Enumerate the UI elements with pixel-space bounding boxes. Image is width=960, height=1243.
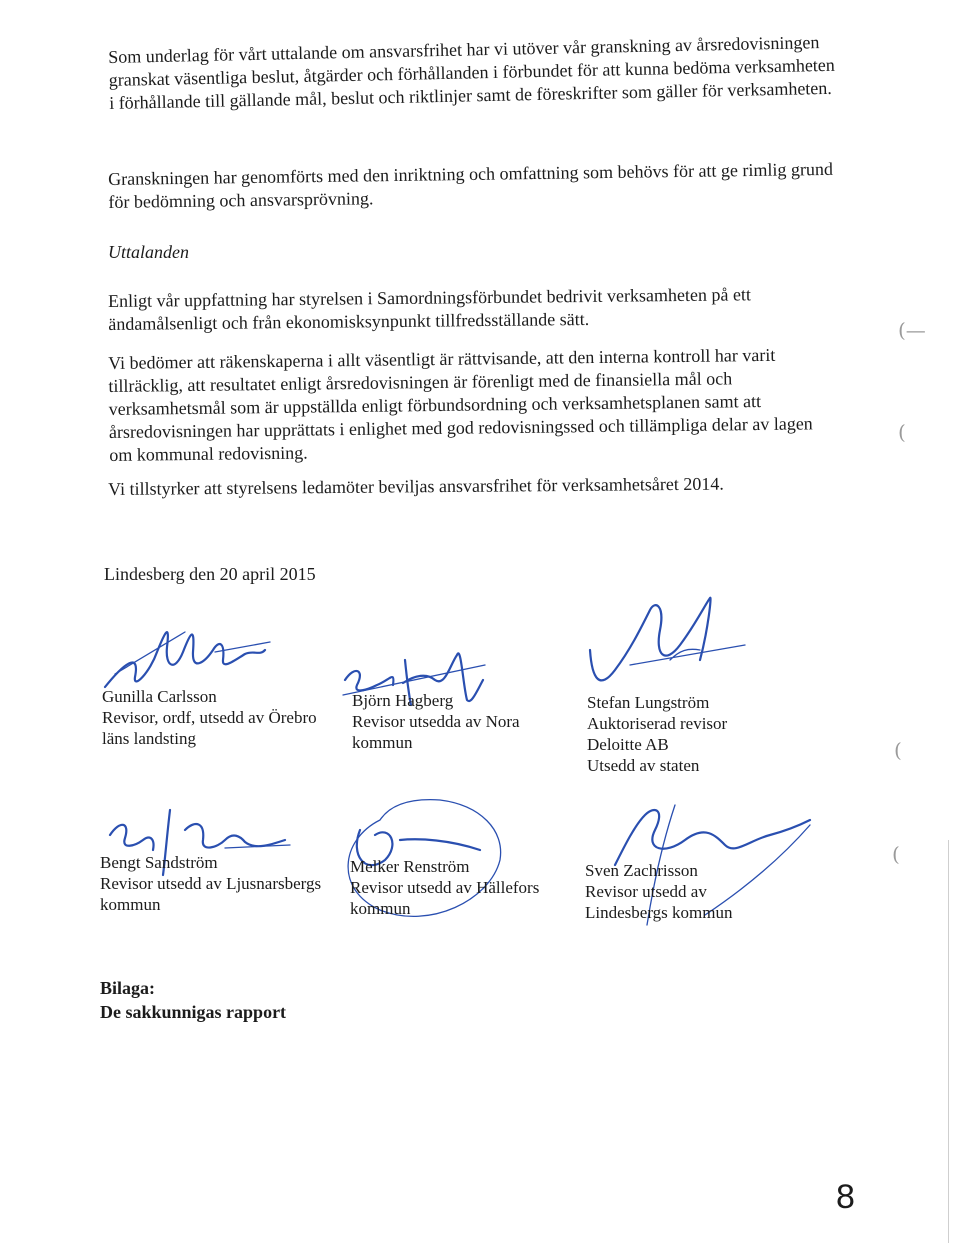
signatory-role: Revisor utsedd av <box>585 882 707 901</box>
signatory-role: Revisor, ordf, utsedd av Örebro <box>102 708 317 727</box>
signatory-block <box>352 690 520 753</box>
signatory-role: Lindesbergs kommun <box>585 903 733 922</box>
appendix-title: De sakkunnigas rapport <box>100 1002 287 1022</box>
page-number: 8 <box>836 1178 855 1216</box>
signature-scribble-lungstrom <box>570 590 750 700</box>
margin-bracket-mark: (— <box>898 318 926 342</box>
section-heading: Uttalanden <box>108 242 189 262</box>
signatory-role: Deloitte AB <box>587 735 669 754</box>
paragraph-opinion-accounts: Vi bedömer att räkenskaperna i allt väsentligt är rättvisande, att den interna kontroll har varit tillräcklig, att resultatet enligt årsredovisningen är förenligt med de finansiella mål och verksamhetsmål som är uppställda enligt förbundsordning och verksamhetsplanen samt att årsredovisningen har upprättats i enlighet med god redovisningssed och tillämpliga delar av lagen om kommunal redovisning. <box>108 344 813 465</box>
margin-bracket-mark: ( <box>894 738 902 762</box>
signatory-name: Sven Zachrisson <box>585 861 698 880</box>
paragraph-basis: Som underlag för vårt uttalande om ansvarsfrihet har vi utöver vår granskning av årsredovisningen granskat väsentliga beslut, åtgärder och förhållanden i förbundet för att kunna bedöma verksamheten i förhållande till gällande mål, beslut och riktlinjer samt de föreskrifter som gäller för verksamheten. <box>108 32 836 113</box>
signatory-role: kommun <box>100 895 161 914</box>
signatory-name: Melker Renström <box>350 857 470 876</box>
signatory-block <box>350 856 539 919</box>
signatory-block <box>100 852 321 915</box>
appendix-note <box>100 976 286 1024</box>
signatory-block <box>587 692 727 776</box>
paragraph-scope: Granskningen har genomförts med den inriktning och omfattning som behövs för att ge rimlig grund för bedömning och ansvarsprövning. <box>108 158 834 212</box>
signatory-role: Revisor utsedd av Hällefors <box>350 878 540 897</box>
signatory-role: Revisor utsedd av Ljusnarsbergs <box>100 874 322 893</box>
signatory-name: Bengt Sandström <box>100 853 218 872</box>
signatory-name: Stefan Lungström <box>587 693 710 712</box>
place-date: Lindesberg den 20 april 2015 <box>104 564 316 584</box>
signatory-role: kommun <box>350 899 411 918</box>
signatory-role: Utsedd av staten <box>587 756 700 775</box>
margin-bracket-mark: ( <box>892 842 900 866</box>
signatory-block <box>102 686 317 749</box>
signatory-name: Gunilla Carlsson <box>102 687 217 706</box>
signatory-role: Auktoriserad revisor <box>587 714 728 733</box>
margin-bracket-mark: ( <box>898 420 906 444</box>
paragraph-opinion-operations: Enligt vår uppfattning har styrelsen i Samordningsförbundet bedrivit verksamheten på ett ändamålsenligt och från ekonomisksynpunkt tillfredsställande sätt. <box>108 284 752 334</box>
signatory-role: läns landsting <box>102 729 196 748</box>
scan-edge-line <box>948 840 949 1243</box>
signatory-block <box>585 860 732 923</box>
signatory-role: Revisor utsedda av Nora <box>352 712 520 731</box>
signatory-role: kommun <box>352 733 413 752</box>
appendix-label: Bilaga: <box>100 978 156 998</box>
signatory-name: Björn Hagberg <box>352 691 454 710</box>
paragraph-recommendation: Vi tillstyrker att styrelsens ledamöter beviljas ansvarsfrihet för verksamhetsåret 2014. <box>108 473 724 499</box>
